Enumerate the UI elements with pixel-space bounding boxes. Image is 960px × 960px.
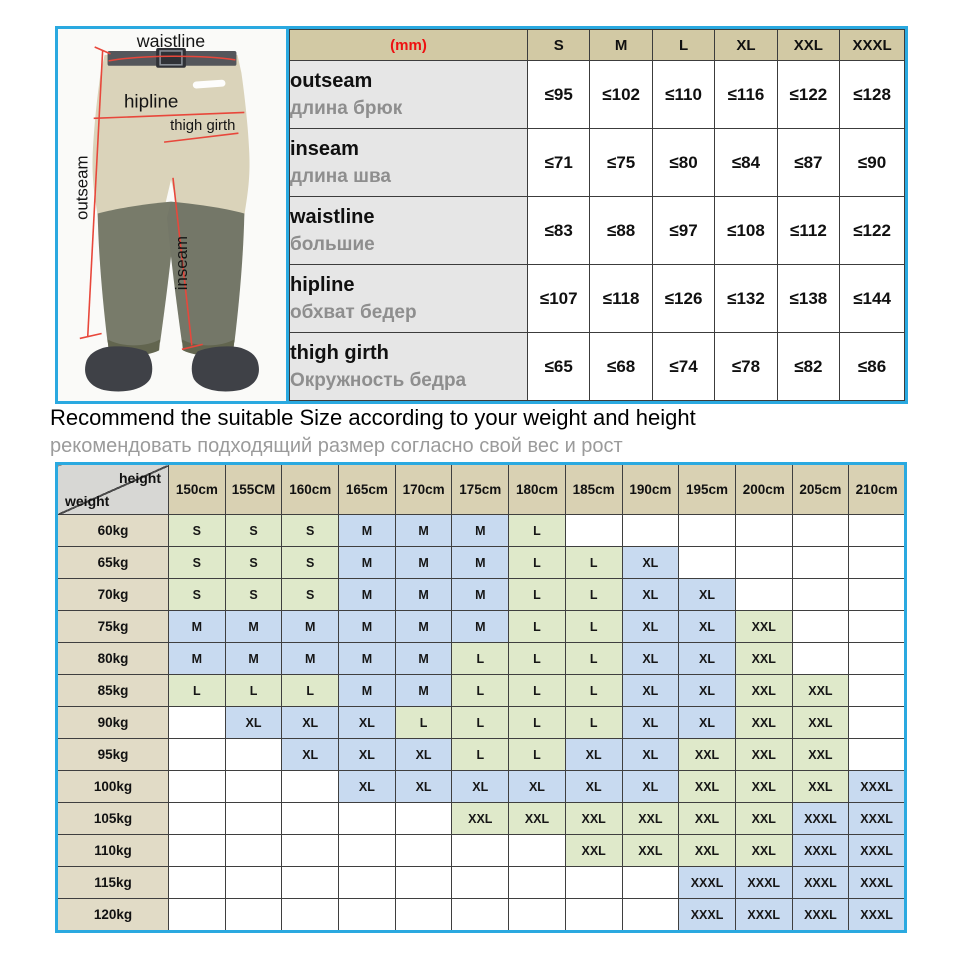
size-cell-empty: [622, 515, 679, 547]
measurement-label-en: inseam: [290, 138, 359, 161]
measurement-value: ≤90: [840, 129, 905, 197]
size-cell-m: M: [169, 611, 226, 643]
size-cell-m: M: [282, 611, 339, 643]
measurement-value: ≤118: [590, 265, 652, 333]
measurement-row: [290, 129, 905, 197]
size-cell-xxl: XXL: [679, 835, 736, 867]
size-cell-l: L: [509, 643, 566, 675]
measurement-label: [290, 61, 528, 129]
size-cell-l: L: [225, 675, 282, 707]
size-cell-xxl: XXL: [509, 803, 566, 835]
size-cell-empty: [565, 899, 622, 932]
size-cell-xxl: XXL: [735, 675, 792, 707]
size-cell-xl: XL: [339, 771, 396, 803]
height-header-170cm: 170cm: [395, 464, 452, 515]
size-cell-empty: [339, 835, 396, 867]
weight-label-120kg: 120kg: [57, 899, 169, 932]
matrix-row-70kg: [57, 579, 906, 611]
size-header-xl: XL: [715, 30, 777, 61]
weight-label-75kg: 75kg: [57, 611, 169, 643]
size-cell-empty: [849, 707, 906, 739]
size-cell-empty: [622, 899, 679, 932]
weight-label-80kg: 80kg: [57, 643, 169, 675]
size-cell-xl: XL: [622, 643, 679, 675]
pants-left-leg: [98, 202, 175, 349]
size-cell-empty: [169, 707, 226, 739]
size-cell-xxxl: XXXL: [792, 899, 849, 932]
matrix-row-85kg: [57, 675, 906, 707]
size-cell-m: M: [282, 643, 339, 675]
size-cell-xxl: XXL: [792, 675, 849, 707]
size-cell-empty: [395, 803, 452, 835]
size-cell-m: M: [395, 515, 452, 547]
size-cell-xl: XL: [452, 771, 509, 803]
weight-label-115kg: 115kg: [57, 867, 169, 899]
size-cell-xxxl: XXXL: [849, 867, 906, 899]
size-cell-empty: [225, 771, 282, 803]
size-cell-empty: [169, 867, 226, 899]
measurement-value: ≤87: [777, 129, 839, 197]
size-cell-empty: [509, 835, 566, 867]
size-cell-xl: XL: [395, 739, 452, 771]
measurement-value: ≤122: [777, 61, 839, 129]
size-cell-l: L: [452, 739, 509, 771]
measurement-value: ≤74: [652, 333, 714, 401]
size-cell-l: L: [509, 707, 566, 739]
size-cell-empty: [679, 547, 736, 579]
measurement-table: [289, 29, 905, 401]
measurement-value: ≤80: [652, 129, 714, 197]
size-cell-xl: XL: [225, 707, 282, 739]
size-cell-xl: XL: [622, 707, 679, 739]
weight-label-95kg: 95kg: [57, 739, 169, 771]
matrix-row-120kg: [57, 899, 906, 932]
left-bootie: [85, 346, 152, 391]
measurement-label-ru: длина шва: [290, 166, 391, 188]
matrix-corner-cell: [57, 464, 169, 515]
size-cell-xxl: XXL: [735, 643, 792, 675]
size-cell-xxxl: XXXL: [849, 835, 906, 867]
size-cell-empty: [735, 547, 792, 579]
corner-height-label: height: [119, 470, 161, 486]
outseam-label: outseam: [72, 155, 92, 221]
size-cell-empty: [169, 803, 226, 835]
size-cell-l: L: [565, 579, 622, 611]
height-header-210cm: 210cm: [849, 464, 906, 515]
size-cell-xl: XL: [622, 611, 679, 643]
size-cell-empty: [282, 867, 339, 899]
matrix-row-65kg: [57, 547, 906, 579]
size-cell-empty: [169, 835, 226, 867]
matrix-row-100kg: [57, 771, 906, 803]
size-cell-empty: [225, 803, 282, 835]
pants-diagram: [58, 29, 289, 401]
measurement-value: ≤75: [590, 129, 652, 197]
size-cell-xl: XL: [282, 739, 339, 771]
height-header-200cm: 200cm: [735, 464, 792, 515]
size-cell-empty: [735, 579, 792, 611]
size-cell-l: L: [509, 675, 566, 707]
size-cell-m: M: [452, 579, 509, 611]
size-cell-empty: [452, 867, 509, 899]
size-cell-l: L: [452, 643, 509, 675]
size-cell-xxl: XXL: [735, 835, 792, 867]
size-cell-empty: [395, 867, 452, 899]
size-cell-empty: [679, 515, 736, 547]
measurement-value: ≤82: [777, 333, 839, 401]
size-cell-xxl: XXL: [735, 611, 792, 643]
size-cell-empty: [849, 611, 906, 643]
measurement-value: ≤116: [715, 61, 777, 129]
size-header-s: S: [528, 30, 590, 61]
recommendation-text: [50, 405, 910, 458]
size-cell-xl: XL: [282, 707, 339, 739]
size-cell-xl: XL: [679, 611, 736, 643]
size-header-xxxl: XXXL: [840, 30, 905, 61]
size-cell-xxxl: XXXL: [679, 899, 736, 932]
size-cell-l: L: [565, 643, 622, 675]
measurement-value: ≤83: [528, 197, 590, 265]
size-cell-xxl: XXL: [452, 803, 509, 835]
measurement-value: ≤97: [652, 197, 714, 265]
size-cell-xxl: XXL: [792, 771, 849, 803]
weight-label-85kg: 85kg: [57, 675, 169, 707]
size-cell-xxxl: XXXL: [735, 867, 792, 899]
measurement-label-ru: обхват бедер: [290, 302, 417, 324]
size-cell-empty: [565, 867, 622, 899]
size-cell-empty: [169, 771, 226, 803]
measurement-label: [290, 265, 528, 333]
size-cell-xl: XL: [679, 707, 736, 739]
size-cell-s: S: [169, 515, 226, 547]
measurement-value: ≤102: [590, 61, 652, 129]
size-cell-empty: [622, 867, 679, 899]
measurement-label: [290, 333, 528, 401]
size-cell-empty: [395, 835, 452, 867]
thigh-girth-label: thigh girth: [170, 118, 236, 135]
size-cell-l: L: [452, 675, 509, 707]
size-cell-empty: [849, 739, 906, 771]
measurement-value: ≤144: [840, 265, 905, 333]
size-cell-xxl: XXL: [679, 803, 736, 835]
matrix-row-80kg: [57, 643, 906, 675]
size-cell-s: S: [225, 515, 282, 547]
measurement-value: ≤128: [840, 61, 905, 129]
size-cell-l: L: [509, 515, 566, 547]
size-cell-l: L: [169, 675, 226, 707]
matrix-row-95kg: [57, 739, 906, 771]
outseam-tick-bottom: [80, 333, 102, 338]
size-cell-xxl: XXL: [735, 803, 792, 835]
matrix-row-115kg: [57, 867, 906, 899]
measurement-label-ru: длина брюк: [290, 98, 403, 120]
size-cell-s: S: [282, 579, 339, 611]
size-cell-empty: [282, 771, 339, 803]
size-cell-xxxl: XXXL: [849, 771, 906, 803]
weight-label-100kg: 100kg: [57, 771, 169, 803]
size-header-l: L: [652, 30, 714, 61]
size-cell-l: L: [282, 675, 339, 707]
size-cell-xxl: XXL: [792, 707, 849, 739]
size-cell-empty: [849, 675, 906, 707]
size-cell-empty: [225, 739, 282, 771]
size-cell-m: M: [452, 515, 509, 547]
size-cell-xl: XL: [339, 707, 396, 739]
measurement-value: ≤126: [652, 265, 714, 333]
hipline-label: hipline: [123, 90, 179, 112]
measurement-value: ≤65: [528, 333, 590, 401]
measurement-value: ≤138: [777, 265, 839, 333]
size-cell-xl: XL: [622, 675, 679, 707]
matrix-row-90kg: [57, 707, 906, 739]
size-cell-s: S: [282, 515, 339, 547]
size-cell-empty: [282, 803, 339, 835]
size-cell-s: S: [169, 547, 226, 579]
measurement-value: ≤122: [840, 197, 905, 265]
height-header-195cm: 195cm: [679, 464, 736, 515]
size-matrix-table: [55, 462, 907, 933]
size-cell-l: L: [565, 611, 622, 643]
size-cell-m: M: [452, 547, 509, 579]
size-cell-empty: [282, 899, 339, 932]
size-cell-m: M: [225, 611, 282, 643]
measurement-value: ≤68: [590, 333, 652, 401]
unit-header-mm: (mm): [290, 30, 528, 61]
size-cell-m: M: [395, 579, 452, 611]
weight-label-90kg: 90kg: [57, 707, 169, 739]
size-cell-xxxl: XXXL: [679, 867, 736, 899]
size-cell-m: M: [339, 515, 396, 547]
measurement-value: ≤110: [652, 61, 714, 129]
size-cell-empty: [565, 515, 622, 547]
size-cell-xxxl: XXXL: [792, 835, 849, 867]
measurement-label-en: hipline: [290, 274, 355, 297]
size-cell-m: M: [339, 547, 396, 579]
size-cell-l: L: [452, 707, 509, 739]
size-cell-xl: XL: [679, 579, 736, 611]
measurement-value: ≤95: [528, 61, 590, 129]
size-cell-l: L: [395, 707, 452, 739]
recommendation-title-en: Recommend the suitable Size according to your weight and height: [50, 405, 696, 430]
size-cell-l: L: [509, 611, 566, 643]
matrix-row-110kg: [57, 835, 906, 867]
weight-label-105kg: 105kg: [57, 803, 169, 835]
height-header-160cm: 160cm: [282, 464, 339, 515]
inseam-label: inseam: [171, 235, 191, 291]
size-header-xxl: XXL: [777, 30, 839, 61]
size-cell-m: M: [339, 579, 396, 611]
size-cell-m: M: [339, 643, 396, 675]
size-cell-empty: [792, 515, 849, 547]
size-cell-xl: XL: [565, 771, 622, 803]
size-cell-xxl: XXL: [735, 739, 792, 771]
size-cell-empty: [509, 899, 566, 932]
size-matrix-header-row: [57, 464, 906, 515]
size-cell-xl: XL: [679, 675, 736, 707]
measurement-row: [290, 333, 905, 401]
waistline-label: waistline: [136, 30, 206, 51]
size-cell-xl: XL: [622, 739, 679, 771]
size-cell-xxxl: XXXL: [792, 867, 849, 899]
size-cell-l: L: [509, 739, 566, 771]
size-cell-xxl: XXL: [735, 771, 792, 803]
size-cell-m: M: [339, 675, 396, 707]
measurement-value: ≤132: [715, 265, 777, 333]
size-cell-empty: [282, 835, 339, 867]
size-cell-xxl: XXL: [565, 835, 622, 867]
measurement-value: ≤108: [715, 197, 777, 265]
height-header-155cm: 155CM: [225, 464, 282, 515]
measurement-label: [290, 197, 528, 265]
size-cell-empty: [225, 899, 282, 932]
size-cell-m: M: [395, 643, 452, 675]
size-cell-xxl: XXL: [565, 803, 622, 835]
size-cell-xxxl: XXXL: [849, 899, 906, 932]
size-cell-m: M: [225, 643, 282, 675]
measurement-value: ≤88: [590, 197, 652, 265]
size-cell-l: L: [565, 547, 622, 579]
size-cell-s: S: [225, 547, 282, 579]
measurement-label-en: outseam: [290, 70, 373, 93]
size-cell-xxl: XXL: [792, 739, 849, 771]
measurement-value: ≤107: [528, 265, 590, 333]
measurement-row: [290, 197, 905, 265]
size-cell-empty: [452, 899, 509, 932]
size-cell-empty: [792, 547, 849, 579]
size-cell-s: S: [225, 579, 282, 611]
height-header-165cm: 165cm: [339, 464, 396, 515]
size-cell-l: L: [565, 675, 622, 707]
size-cell-xxl: XXL: [679, 771, 736, 803]
height-header-185cm: 185cm: [565, 464, 622, 515]
size-cell-empty: [849, 547, 906, 579]
size-cell-xl: XL: [339, 739, 396, 771]
matrix-row-60kg: [57, 515, 906, 547]
height-header-205cm: 205cm: [792, 464, 849, 515]
size-header-m: M: [590, 30, 652, 61]
weight-label-70kg: 70kg: [57, 579, 169, 611]
height-header-190cm: 190cm: [622, 464, 679, 515]
height-header-150cm: 150cm: [169, 464, 226, 515]
pants-diagram-svg: [58, 29, 286, 401]
size-cell-xl: XL: [622, 771, 679, 803]
size-cell-empty: [225, 835, 282, 867]
size-cell-l: L: [509, 579, 566, 611]
size-cell-xl: XL: [622, 547, 679, 579]
size-cell-empty: [169, 899, 226, 932]
matrix-row-105kg: [57, 803, 906, 835]
size-cell-xxl: XXL: [735, 707, 792, 739]
size-cell-xxl: XXL: [622, 835, 679, 867]
size-cell-m: M: [169, 643, 226, 675]
size-cell-l: L: [565, 707, 622, 739]
height-header-175cm: 175cm: [452, 464, 509, 515]
size-cell-empty: [339, 899, 396, 932]
size-cell-empty: [339, 867, 396, 899]
size-cell-empty: [735, 515, 792, 547]
measurement-value: ≤112: [777, 197, 839, 265]
size-cell-empty: [792, 579, 849, 611]
size-cell-empty: [792, 611, 849, 643]
measurement-table-header-row: [290, 30, 905, 61]
size-cell-m: M: [395, 547, 452, 579]
size-cell-xl: XL: [395, 771, 452, 803]
size-cell-empty: [849, 515, 906, 547]
size-cell-xl: XL: [622, 579, 679, 611]
size-cell-xxl: XXL: [622, 803, 679, 835]
measurement-row: [290, 265, 905, 333]
recommendation-title-ru: рекомендовать подходящий размер согласно свой вес и рост: [50, 435, 623, 457]
size-cell-xxl: XXL: [679, 739, 736, 771]
measurement-label: [290, 129, 528, 197]
size-cell-xxxl: XXXL: [792, 803, 849, 835]
size-cell-m: M: [395, 611, 452, 643]
height-header-180cm: 180cm: [509, 464, 566, 515]
size-cell-xl: XL: [679, 643, 736, 675]
measurement-label-en: thigh girth: [290, 342, 389, 365]
measurement-value: ≤86: [840, 333, 905, 401]
size-cell-xl: XL: [565, 739, 622, 771]
size-cell-xl: XL: [509, 771, 566, 803]
size-cell-m: M: [452, 611, 509, 643]
measurement-label-en: waistline: [290, 206, 375, 229]
size-cell-empty: [395, 899, 452, 932]
size-cell-xxxl: XXXL: [849, 803, 906, 835]
measurement-row: [290, 61, 905, 129]
size-cell-xxxl: XXXL: [735, 899, 792, 932]
measurement-value: ≤84: [715, 129, 777, 197]
measurement-value: ≤71: [528, 129, 590, 197]
weight-label-65kg: 65kg: [57, 547, 169, 579]
size-cell-empty: [849, 579, 906, 611]
matrix-row-75kg: [57, 611, 906, 643]
weight-label-110kg: 110kg: [57, 835, 169, 867]
size-cell-s: S: [169, 579, 226, 611]
measurement-label-ru: большие: [290, 234, 375, 256]
size-cell-m: M: [395, 675, 452, 707]
size-cell-empty: [792, 643, 849, 675]
size-cell-empty: [452, 835, 509, 867]
measurement-value: ≤78: [715, 333, 777, 401]
size-cell-empty: [509, 867, 566, 899]
right-bootie: [192, 346, 259, 391]
weight-label-60kg: 60kg: [57, 515, 169, 547]
measurement-section: [55, 26, 908, 404]
size-cell-empty: [169, 739, 226, 771]
size-cell-empty: [339, 803, 396, 835]
measurement-label-ru: Окружность бедра: [290, 370, 467, 392]
size-cell-empty: [849, 643, 906, 675]
size-cell-m: M: [339, 611, 396, 643]
size-cell-s: S: [282, 547, 339, 579]
corner-weight-label: weight: [65, 493, 110, 509]
size-cell-empty: [225, 867, 282, 899]
size-cell-l: L: [509, 547, 566, 579]
